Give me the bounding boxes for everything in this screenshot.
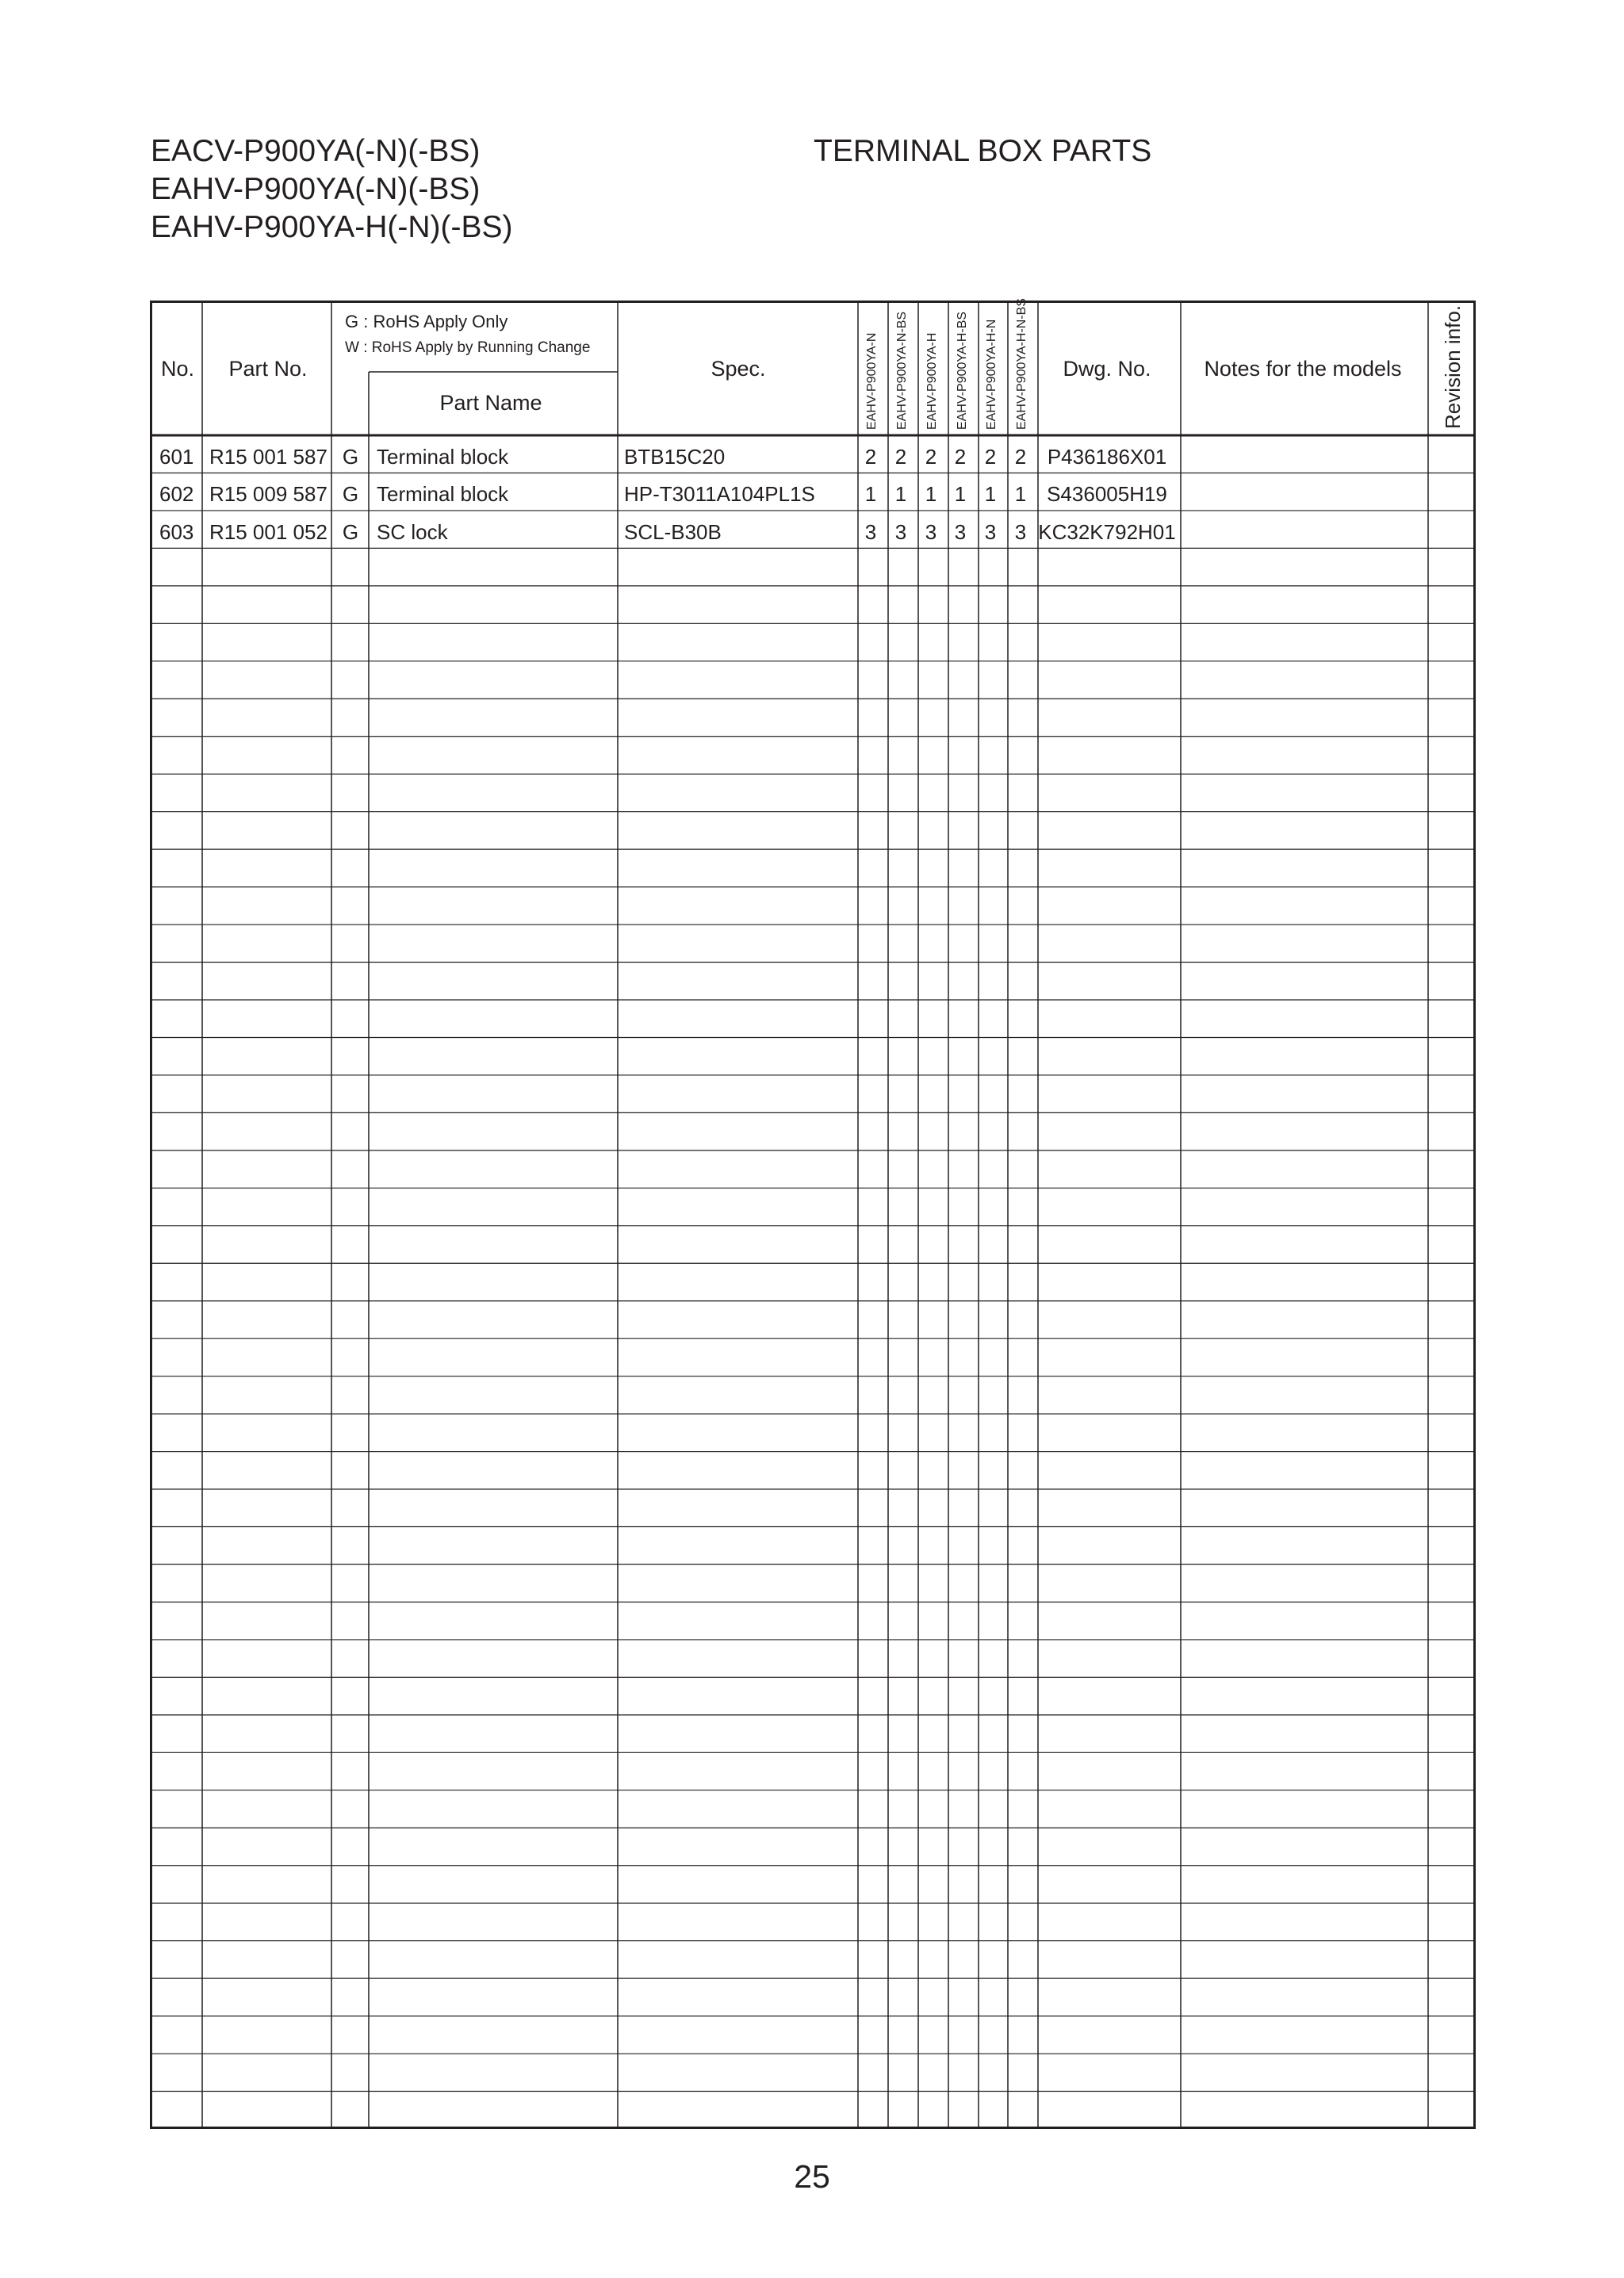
- row-no: 603: [159, 520, 194, 544]
- col-header-dwg-no: Dwg. No.: [1063, 357, 1151, 381]
- row-qty: 1: [984, 482, 997, 506]
- row-dwg-no: S436005H19: [1047, 482, 1167, 506]
- row-dwg-no: P436186X01: [1047, 445, 1167, 469]
- col-header-no: No.: [160, 357, 195, 381]
- page-number: 25: [794, 2158, 830, 2195]
- col-header-model: EAHV-P900YA-N-BS: [895, 311, 909, 430]
- row-rohs: G: [342, 482, 359, 506]
- row-qty: 1: [894, 482, 907, 506]
- row-part-name: Terminal block: [377, 482, 509, 506]
- col-header-notes: Notes for the models: [1204, 357, 1402, 381]
- row-rohs: G: [342, 520, 359, 544]
- row-part-no: R15 001 052: [209, 520, 327, 544]
- row-qty: 2: [954, 445, 967, 469]
- col-header-spec: Spec.: [710, 357, 766, 381]
- row-qty: 3: [954, 520, 967, 544]
- row-qty: 1: [925, 482, 937, 506]
- row-spec: BTB15C20: [624, 445, 726, 469]
- row-qty: 2: [984, 445, 997, 469]
- rohs-legend-w: W : RoHS Apply by Running Change: [345, 339, 591, 356]
- col-header-revision: Revision info.: [1441, 304, 1465, 429]
- model-line: EACV-P900YA(-N)(-BS): [151, 134, 481, 168]
- row-qty: 3: [894, 520, 907, 544]
- row-part-no: R15 009 587: [209, 482, 327, 506]
- table-border: [151, 302, 1475, 2128]
- row-part-name: SC lock: [377, 520, 448, 544]
- model-line: EAHV-P900YA(-N)(-BS): [151, 172, 481, 206]
- col-header-part-name: Part Name: [439, 391, 542, 415]
- page-title: TERMINAL BOX PARTS: [814, 134, 1152, 168]
- row-no: 602: [159, 482, 194, 506]
- row-qty: 3: [984, 520, 997, 544]
- row-qty: 2: [894, 445, 907, 469]
- model-list: [151, 132, 513, 247]
- row-qty: 1: [864, 482, 877, 506]
- col-header-model: EAHV-P900YA-H: [925, 332, 939, 430]
- model-line: EAHV-P900YA-H(-N)(-BS): [151, 210, 513, 244]
- col-header-model: EAHV-P900YA-H-N: [985, 319, 998, 430]
- row-qty: 1: [1014, 482, 1027, 506]
- row-qty: 3: [1014, 520, 1027, 544]
- row-qty: 2: [925, 445, 937, 469]
- row-no: 601: [159, 445, 194, 469]
- row-qty: 2: [1014, 445, 1027, 469]
- col-header-model: EAHV-P900YA-H-BS: [956, 311, 969, 430]
- row-part-no: R15 001 587: [209, 445, 327, 469]
- row-spec: HP-T3011A104PL1S: [624, 482, 815, 506]
- row-spec: SCL-B30B: [624, 520, 722, 544]
- rohs-legend-g: G : RoHS Apply Only: [345, 312, 508, 331]
- row-qty: 3: [925, 520, 937, 544]
- col-header-part-no: Part No.: [228, 357, 308, 381]
- row-qty: 1: [954, 482, 967, 506]
- row-qty: 3: [864, 520, 877, 544]
- row-dwg-no: KC32K792H01: [1038, 520, 1176, 544]
- table-grid: [150, 301, 1476, 2129]
- row-part-name: Terminal block: [377, 445, 509, 469]
- row-qty: 2: [864, 445, 877, 469]
- parts-table: [150, 298, 1476, 2129]
- col-header-model: EAHV-P900YA-N: [865, 332, 879, 430]
- col-header-model: EAHV-P900YA-H-N-BS: [1015, 298, 1028, 430]
- row-rohs: G: [342, 445, 359, 469]
